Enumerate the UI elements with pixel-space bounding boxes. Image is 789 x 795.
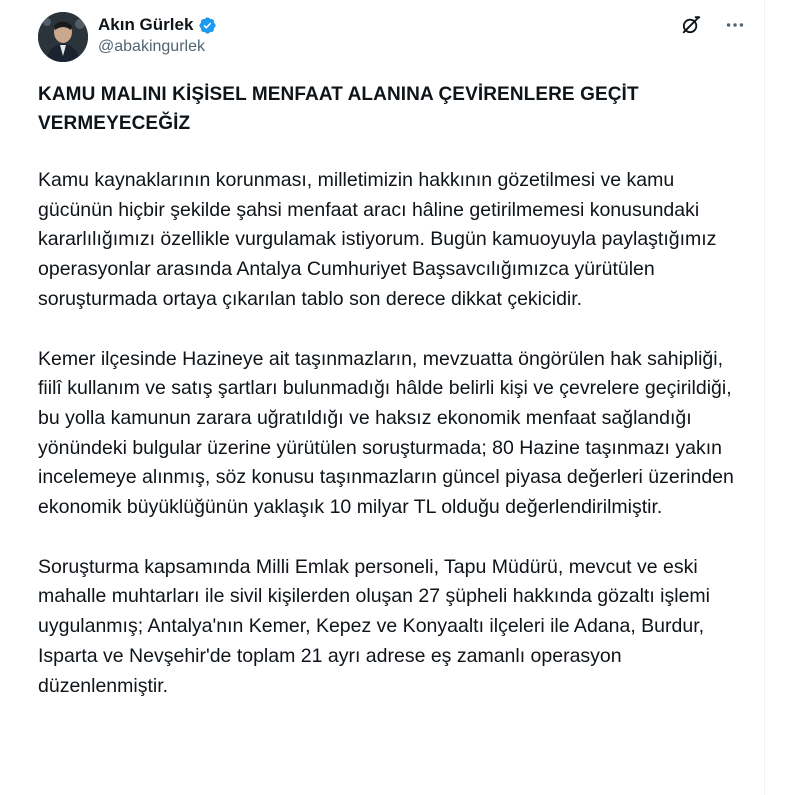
- post-paragraph-2: Kemer ilçesinde Hazineye ait taşınmazların, mevzuatta öngörülen hak sahipliği, fiilî kullanım ve satış şartları bulunmadığı hâlde belirli kişi ve çevrelere geçirildiği, bu yolla kamunun zarara uğratıldığı ve haksız ekonomik menfaat sağlandığı yönündeki bulgular üzerine yürütülen soruşturmada; 80 Hazine taşınmazı yakın incelemeye alınmış, söz konusu taşınmazların güncel piyasa değerleri üzerinden ekonomik büyüklüğünün yaklaşık 10 milyar TL olduğu değerlendirilmiştir.: [38, 347, 734, 519]
- author-info: [98, 15, 217, 56]
- avatar-photo: [38, 12, 88, 62]
- post-paragraph-1: Kamu kaynaklarının korunması, milletimizin hakkının gözetilmesi ve kamu gücünün hiçbir şekilde şahsi menfaat aracı hâline getirilmemesi konusundaki kararlılığımızı özellikle vurgulamak istiyorum. Bugün kamuoyuyla paylaştığımız operasyonlar arasında Antalya Cumhuriyet Başsavcılığımızca yürütülen soruşturmada ortaya çıkarılan tablo son derece dikkat çekicidir.: [38, 169, 717, 310]
- post-body: [38, 80, 748, 731]
- grok-icon[interactable]: [680, 14, 702, 36]
- post-header: [38, 12, 764, 64]
- more-options-icon[interactable]: [724, 14, 746, 36]
- header-actions: [680, 14, 746, 36]
- post-paragraph-3: Soruşturma kapsamında Milli Emlak personeli, Tapu Müdürü, mevcut ve eski mahalle muhtarları ile sivil kişilerden oluşan 27 şüpheli hakkında gözaltı işlemi uygulanmış; Antalya'nın Kemer, Kepez ve Konyaaltı ilçeleri ile Adana, Burdur, Isparta ve Nevşehir'de toplam 21 ayrı adrese eş zamanlı operasyon düzenlenmiştir.: [38, 555, 710, 697]
- author-handle[interactable]: @abakingurlek: [98, 38, 205, 55]
- verified-badge-icon: [198, 16, 217, 35]
- post-headline: KAMU MALINI KİŞİSEL MENFAAT ALANINA ÇEVİRENLERE GEÇİT VERMEYECEĞİZ: [38, 84, 639, 134]
- avatar[interactable]: [38, 12, 88, 62]
- author-display-name[interactable]: Akın Gürlek: [98, 15, 194, 34]
